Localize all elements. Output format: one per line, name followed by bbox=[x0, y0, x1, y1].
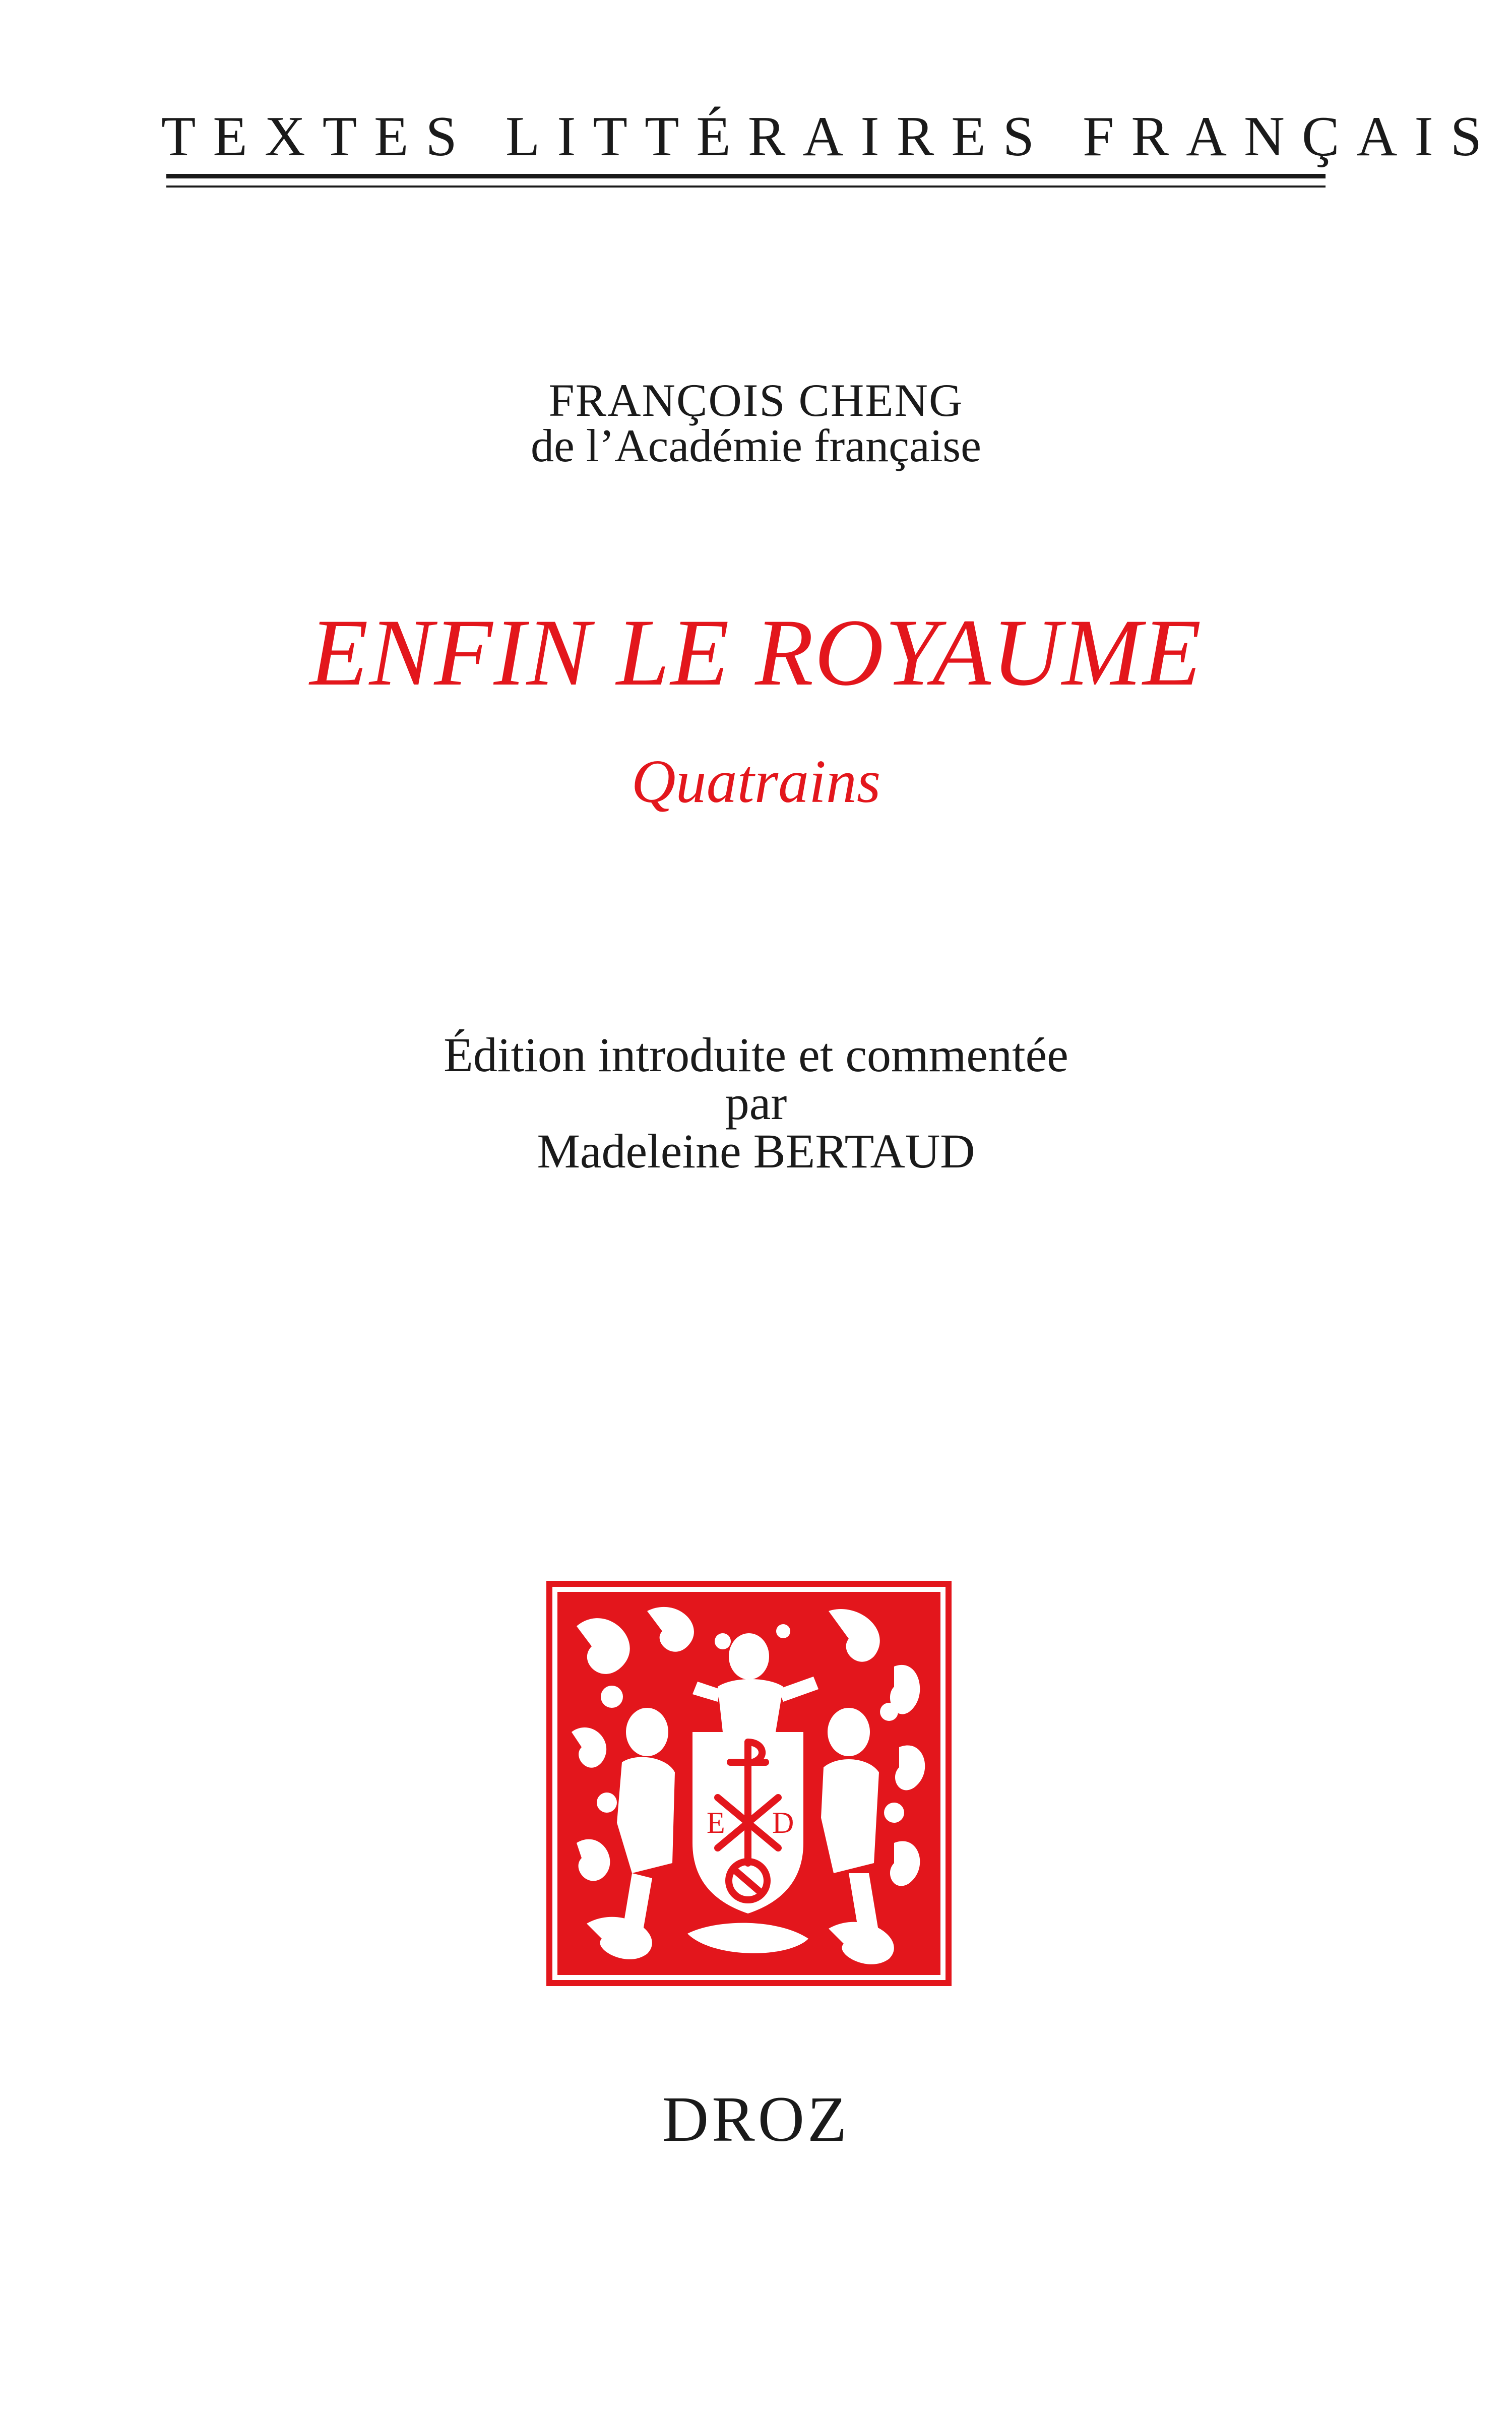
book-title: ENFIN LE ROYAUME bbox=[309, 600, 1203, 706]
svg-text:E: E bbox=[707, 1806, 725, 1839]
svg-text:D: D bbox=[772, 1806, 794, 1839]
edition-by: par bbox=[725, 1076, 787, 1130]
editor-name: Madeleine BERTAUD bbox=[537, 1124, 975, 1178]
series-rule-thin bbox=[166, 186, 1326, 188]
book-subtitle: Quatrains bbox=[631, 748, 881, 816]
publisher-woodcut-emblem-icon bbox=[546, 1581, 952, 1986]
edition-statement: Édition introduite et commentée bbox=[444, 1028, 1068, 1082]
publisher-name: DROZ bbox=[662, 2083, 850, 2155]
series-title: TEXTES LITTÉRAIRES FRANÇAIS bbox=[161, 105, 1499, 168]
series-rule-thick bbox=[166, 174, 1326, 178]
author-affiliation: de l’Académie française bbox=[531, 420, 981, 471]
author-name: FRANÇOIS CHENG bbox=[548, 375, 964, 426]
